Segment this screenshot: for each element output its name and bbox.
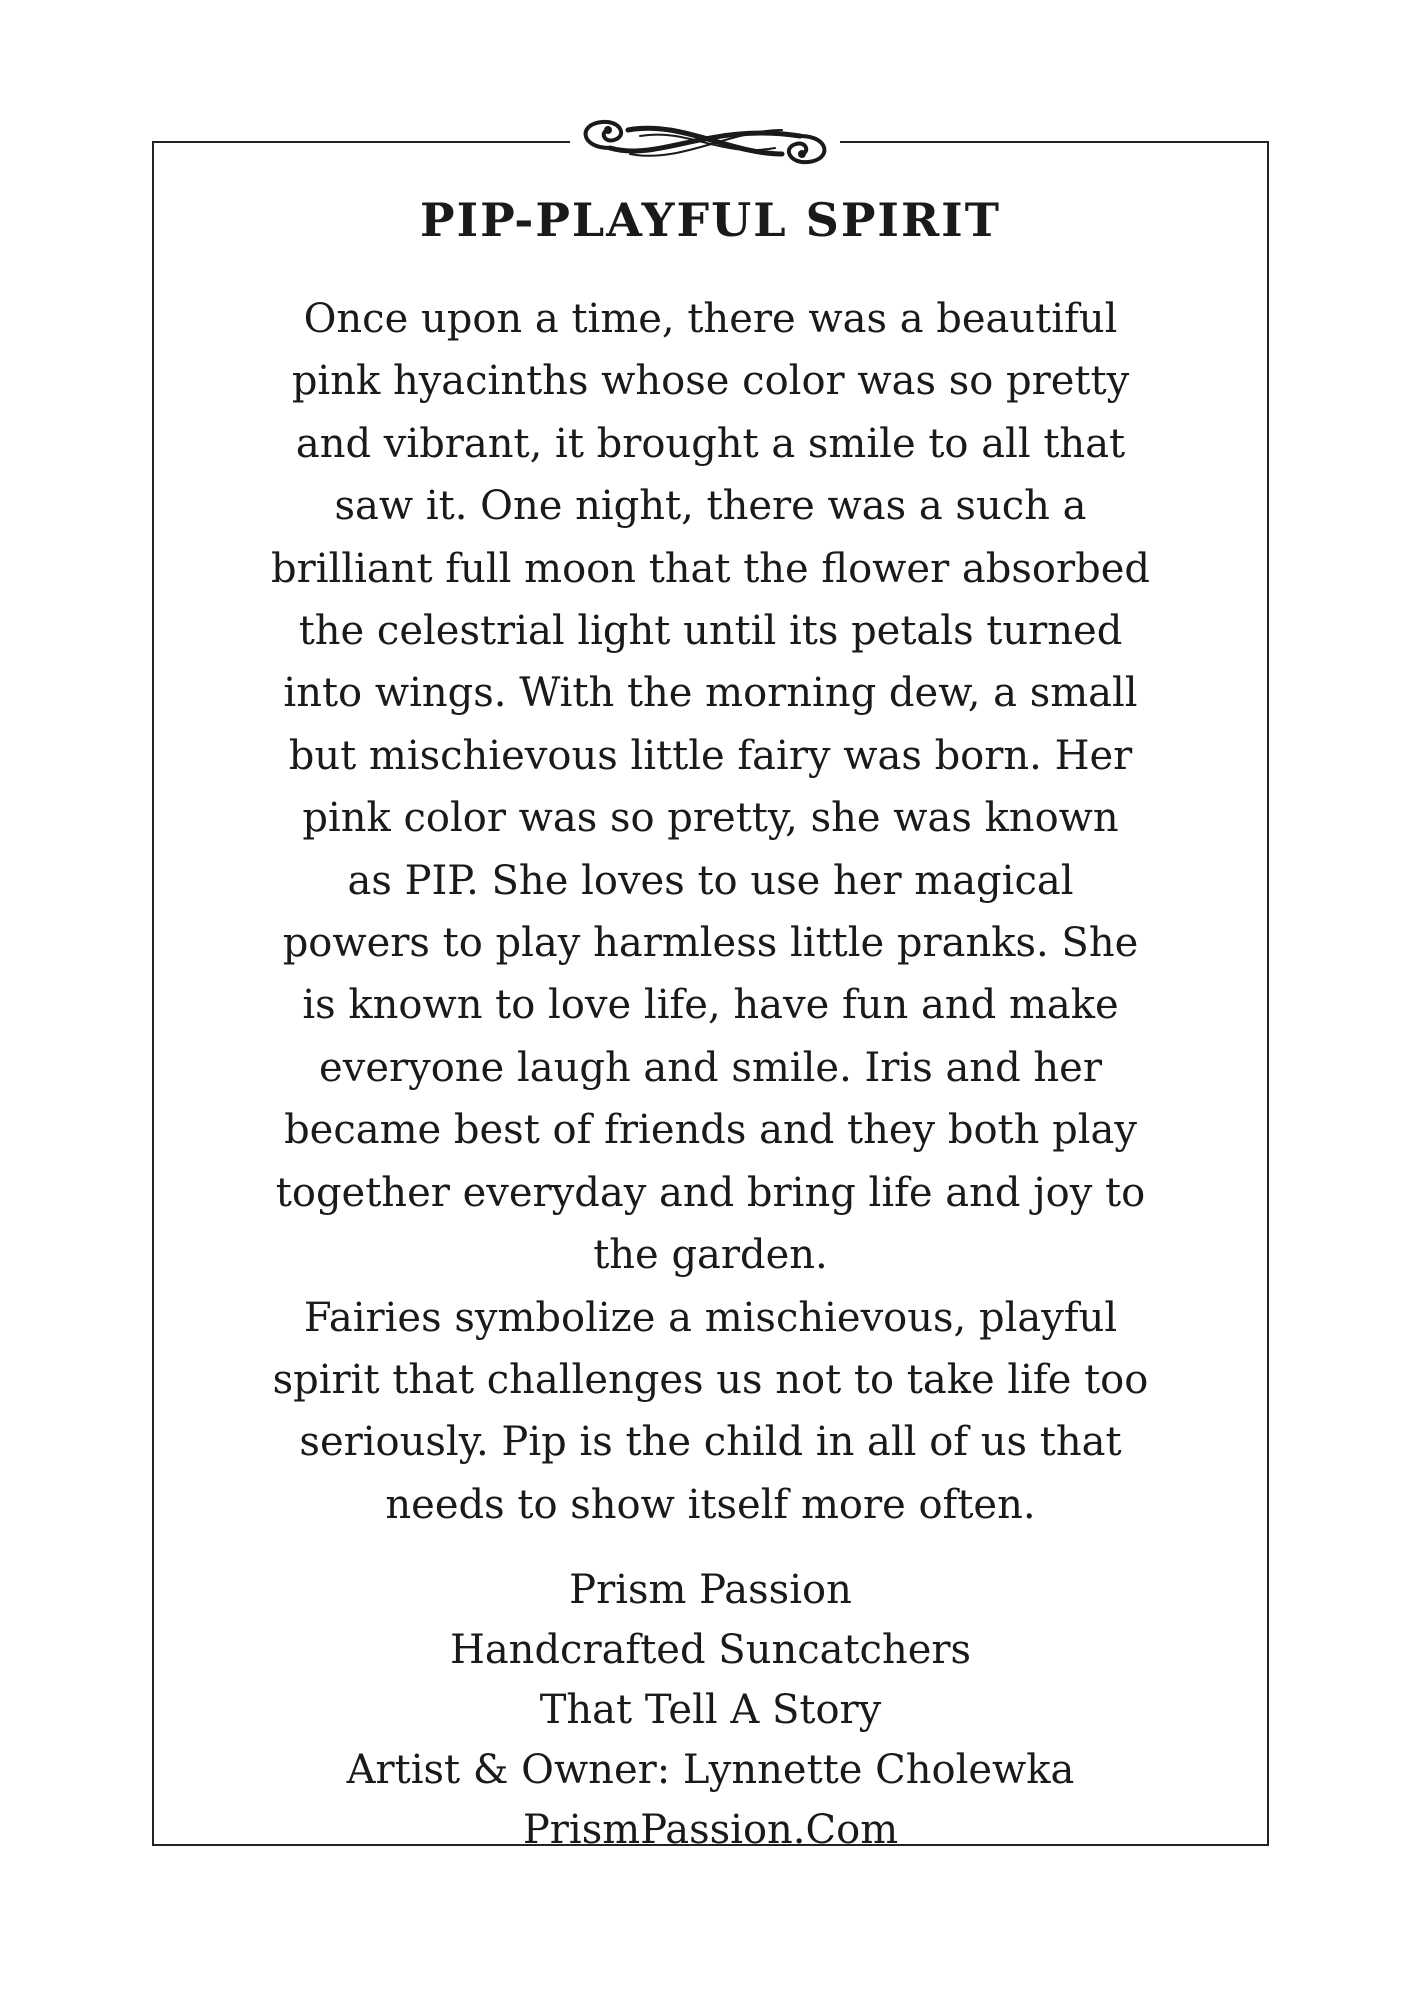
story-line: became best of friends and they both play bbox=[284, 1107, 1137, 1154]
scroll-flourish-icon bbox=[570, 102, 840, 182]
story-line: seriously. Pip is the child in all of us that bbox=[299, 1419, 1122, 1466]
story-line: spirit that challenges us not to take life too bbox=[272, 1356, 1149, 1403]
brand-tagline: Handcrafted Suncatchers bbox=[449, 1627, 972, 1673]
story-line: needs to show itself more often. bbox=[385, 1481, 1036, 1528]
story-line: pink color was so pretty, she was known bbox=[302, 795, 1119, 842]
website-text: PrismPassion.Com bbox=[522, 1807, 899, 1853]
story-line: the celestrial light until its petals turned bbox=[298, 608, 1123, 655]
story-line: the garden. bbox=[593, 1232, 828, 1279]
story-line: is known to love life, have fun and make bbox=[302, 982, 1119, 1029]
story-line: together everyday and bring life and joy to bbox=[275, 1169, 1146, 1216]
story-line: into wings. With the morning dew, a small bbox=[283, 670, 1138, 717]
brand-tagline-secondary: That Tell A Story bbox=[539, 1687, 882, 1733]
brand-name: Prism Passion bbox=[569, 1567, 852, 1613]
footer-credits bbox=[152, 1560, 1269, 1860]
story-line: as PIP. She loves to use her magical bbox=[347, 857, 1074, 904]
story-line: everyone laugh and smile. Iris and her bbox=[319, 1044, 1102, 1091]
story-line: but mischievous little fairy was born. Her bbox=[288, 732, 1133, 779]
story-line: Once upon a time, there was a beautiful bbox=[303, 296, 1118, 342]
artist-credit: Artist & Owner: Lynnette Cholewka bbox=[346, 1747, 1075, 1793]
story-line: powers to play harmless little pranks. She bbox=[282, 920, 1139, 967]
story-text bbox=[180, 288, 1241, 1536]
story-line: brilliant full moon that the flower absorbed bbox=[270, 545, 1150, 592]
page-title: PIP-PLAYFUL SPIRIT bbox=[420, 193, 1001, 247]
story-line: pink hyacinths whose color was so pretty bbox=[291, 358, 1130, 405]
story-line: and vibrant, it brought a smile to all that bbox=[295, 420, 1126, 467]
story-line: Fairies symbolize a mischievous, playful bbox=[303, 1294, 1118, 1341]
story-line: saw it. One night, there was a such a bbox=[334, 483, 1087, 530]
